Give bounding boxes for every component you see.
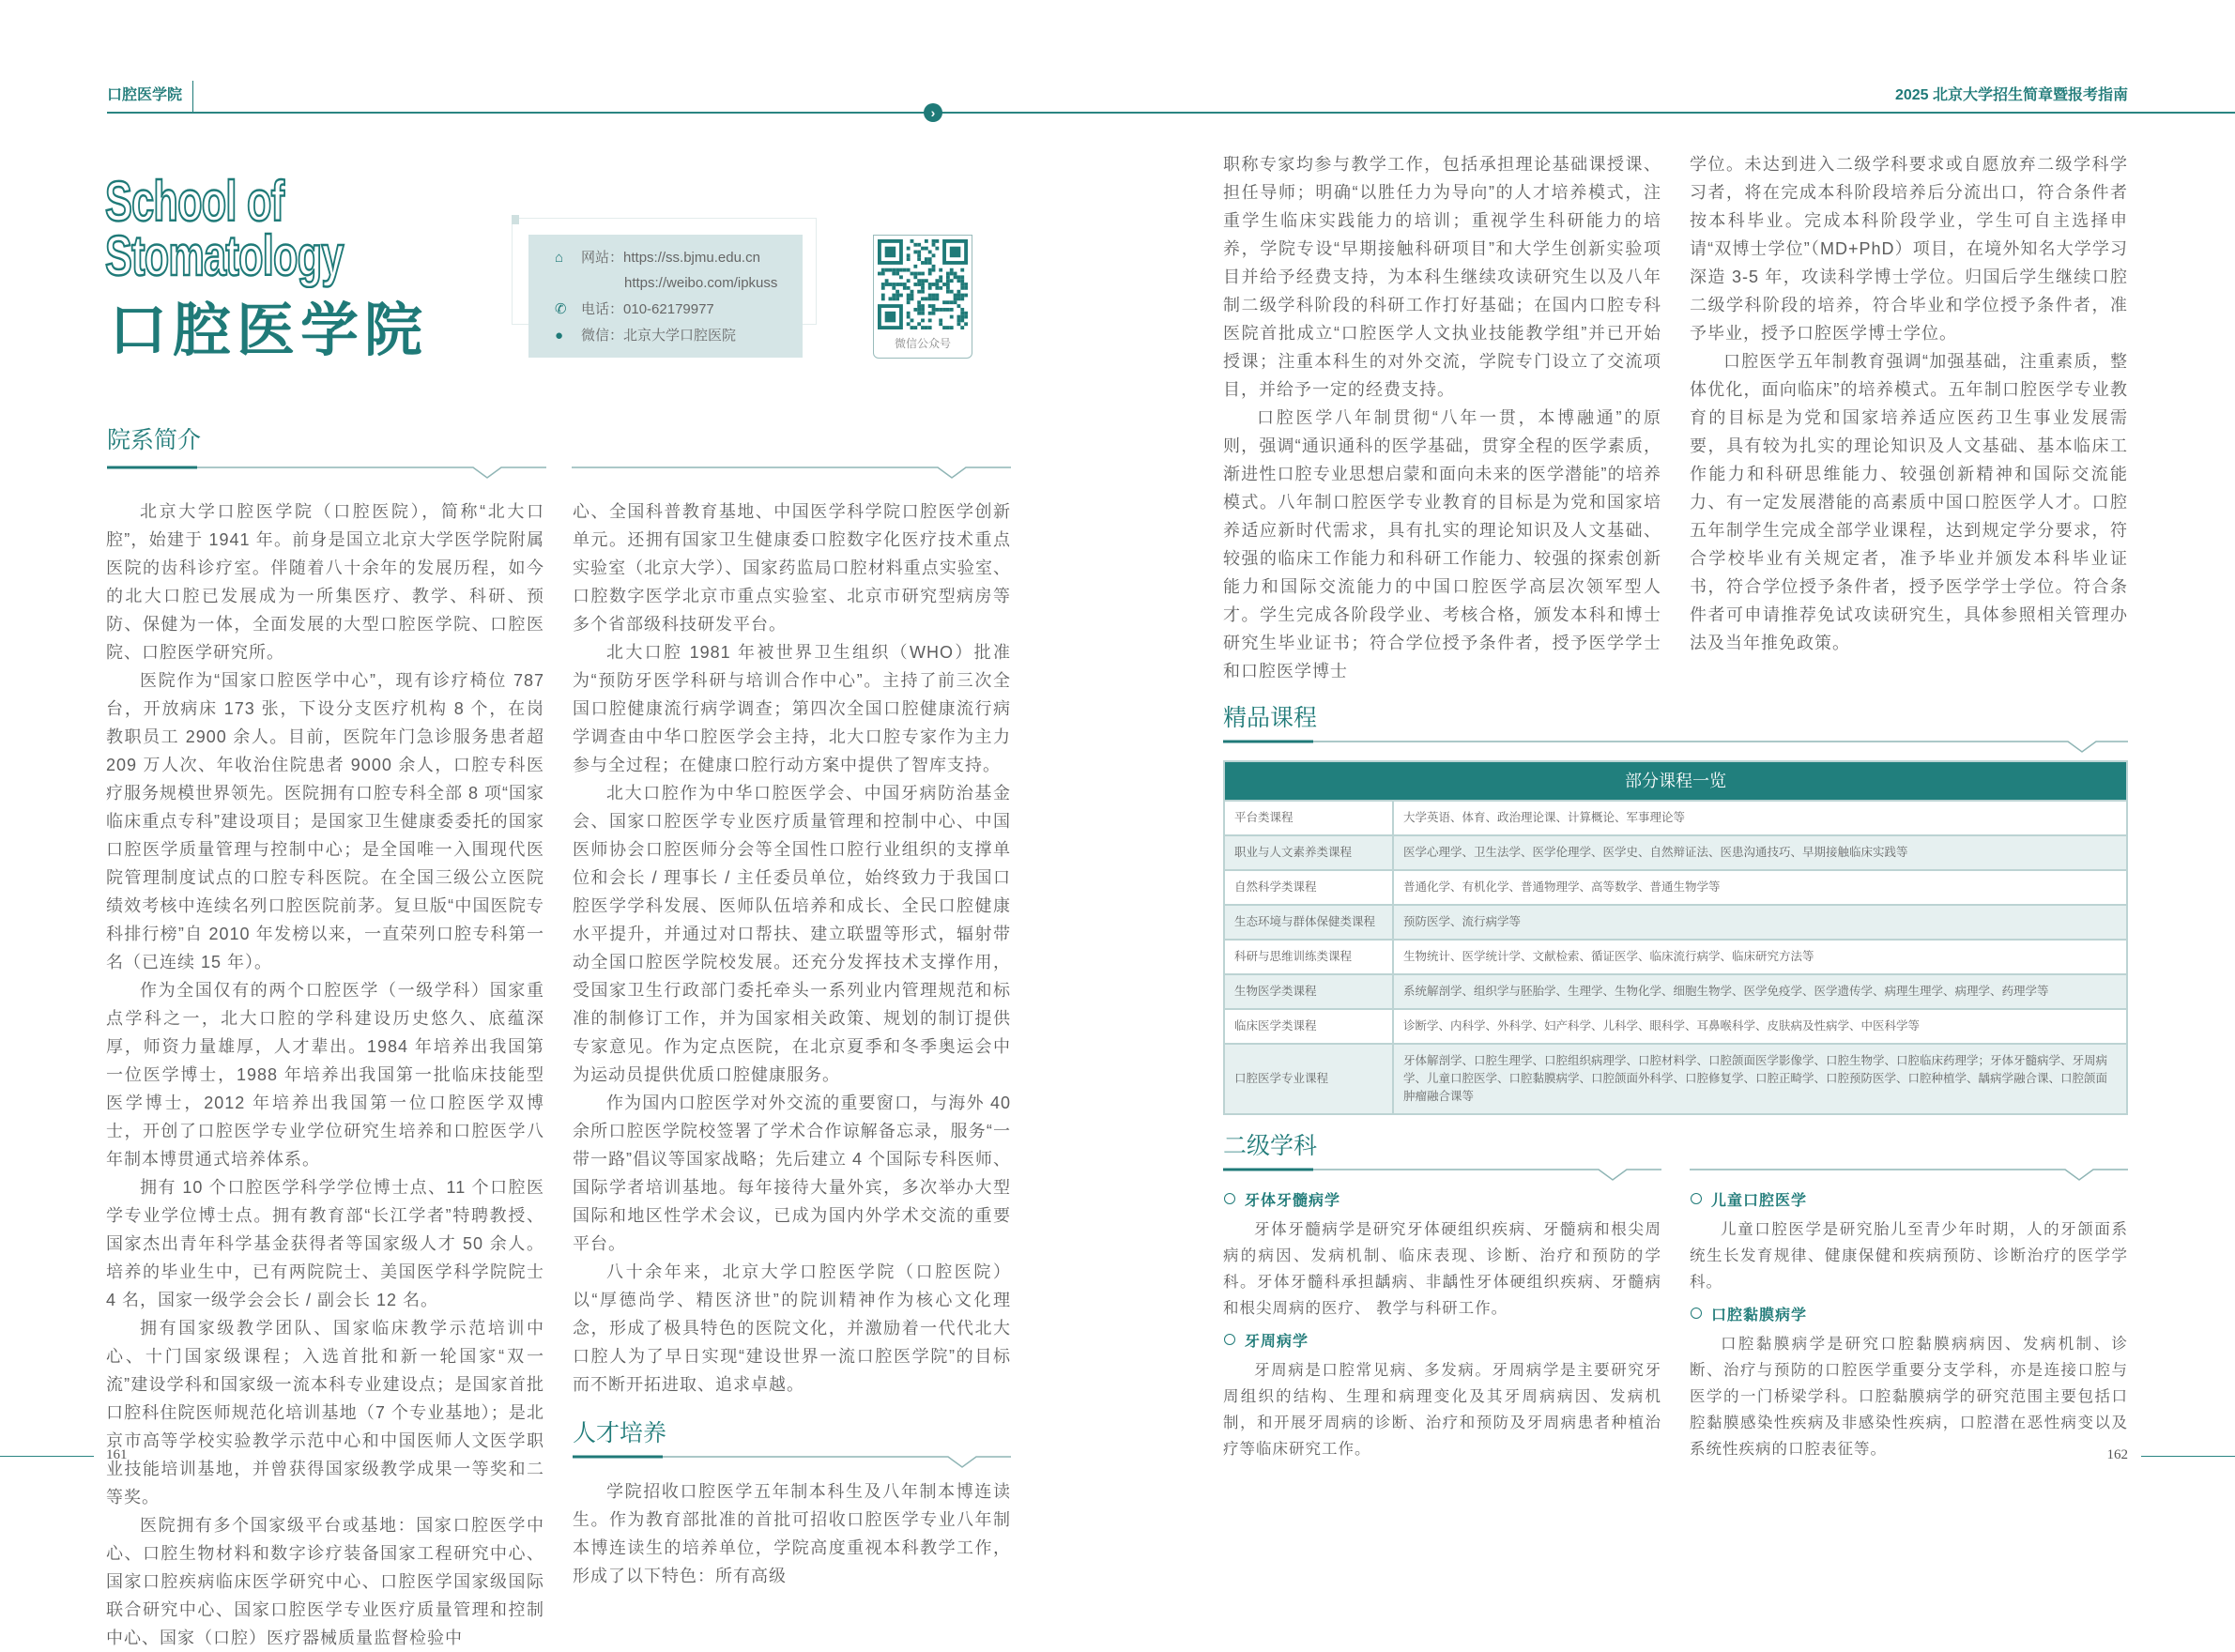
course-category: 生物医学类课程 [1224,974,1393,1009]
paragraph: 北大口腔作为中华口腔医学会、中国牙病防治基金会、国家口腔医学专业医疗质量管理和控制中心、中国医师协会口腔医师分会等全国性口腔行业组织的支撑单位和会长 / 理事长 / 主任委员单位，始终致力于我国口腔医学学科发展、医师队伍培养和成长、全民口腔健康水平提升，并通过对口帮扶、建立联盟等形式，辐射带动全国口腔医学院校发展。还充分发挥技术支撑作用，受国家卫生行政部门委托牵头一系列业内管理规范和标准的制修订工作，并为国家相关政策、规划的制订提供专家意见。作为定点医院，在北京夏季和冬季奥运会中为运动员提供优质口腔健康服务。 [573,784,1011,1084]
section-title-intro: 院系简介 [107,427,202,453]
section-underline [1690,1166,2128,1183]
paragraph: 八十余年来，北京大学口腔医学院（口腔医院）以“厚德尚学、精医济世”的院训精神作为核心文化理念，形成了极具特色的医院文化，并激励着一代代北大口腔人为了早日实现“建设世界一流口腔医学院”的目标而不断开拓进取、追求卓越。 [573,1262,1011,1394]
paragraph: 牙体牙髓病学是研究牙体硬组织疾病、牙髓病和根尖周病的病因、发病机制、临床表现、诊断、治疗和预防的学科。牙体牙髓科承担龋病、非龋性牙体硬组织疾病、牙髓病和根尖周病的医疗、 教学与科研工作。 [1223,1221,1661,1317]
page-title: 口腔医学院 [109,298,429,363]
discipline-name: 儿童口腔医学 [1711,1193,1808,1209]
paragraph: 作为国内口腔医学对外交流的重要窗口，与海外 40 余所口腔医学院校签署了学术合作谅解备忘录，服务“一带一路”倡议等国家战略；先后建立 4 个国际专科医师、国际学者培训基地。每年接待大量外宾，多次举办大型国际和地区性学术会议，已成为国内外学术交流的重要平台。 [573,1094,1012,1253]
circle-bullet-icon [1224,1334,1235,1345]
course-list: 大学英语、体育、政治理论课、计算概论、军事理论等 [1393,801,2127,835]
paragraph: 职称专家均参与教学工作，包括承担理论基础课授课、担任导师；明确“以胜任力为导向”的人才培养模式，注重学生临床实践能力的培训；重视学生科研能力的培养，学院专设“早期接触科研项目”和大学生创新实验项目并给予经费支持，为本科生继续攻读研究生以及八年制二级学科阶段的科研工作打好基础；在国内口腔专科医院首批成立“口腔医学人文执业技能教学组”并已开始授课；注重本科生的对外交流，学院专门设立了交流项目，并给予一定的经费支持。 [1223,155,1661,399]
contact-decoration-square [512,215,519,224]
paragraph: 拥有国家级教学团队、国家临床教学示范培训中心、十门国家级课程；入选首批和新一轮国家“双一流”建设学科和国家级一流本科专业建设点；是国家首批口腔科住院医师规范化培训基地（7 个专业基地）；是北京市高等学校实验教学示范中心和中国医师人文医学职业技能培训基地，并曾获得国家级教学成果一等奖和二等奖。 [106,1319,544,1507]
discipline-text [1223,1357,1661,1462]
intro-column-1 [106,497,544,1652]
english-title-line-2: Stomatology [105,224,344,287]
discipline-columns [1223,1183,2128,1472]
course-list: 普通化学、有机化学、普通物理学、高等数学、普通生物学等 [1393,870,2127,905]
qr-code-card [873,235,972,359]
section-underline [572,464,1011,481]
discipline-heading [1691,1190,2128,1213]
course-category: 口腔医学专业课程 [1224,1044,1393,1114]
wechat-account: 北京大学口腔医院 [623,328,737,344]
course-list: 诊断学、内科学、外科学、妇产科学、儿科学、眼科学、耳鼻喉科学、皮肤病及性病学、中医科学等 [1393,1009,2127,1044]
wechat-label: 微信： [581,328,624,344]
paragraph: 儿童口腔医学是研究胎儿至青少年时期，人的牙颌面系统生长发育规律、健康保健和疾病预防、诊断治疗的医学学科。 [1690,1221,2128,1291]
talent-column-3 [1223,150,1661,685]
paragraph: 作为全国仅有的两个口腔医学（一级学科）国家重点学科之一，北大口腔的学科建设历史悠久、底蕴深厚，师资力量雄厚，人才辈出。1984 年培养出我国第一位医学博士，1988 年培养出我国第一批临床技能型医学博士，2012 年培养出我国第一位口腔医学双博士，开创了口腔医学专业学位研究生培养和口腔医学八年制本博贯通式培养体系。 [106,981,544,1169]
discipline-heading [1224,1331,1661,1354]
section-title-courses: 精品课程 [1223,705,1318,731]
course-row [1224,801,2127,835]
paragraph: 口腔黏膜病学是研究口腔黏膜病病因、发病机制、诊断、治疗与预防的口腔医学重要分支学科，亦是连接口腔与医学的一门桥梁学科。口腔黏膜病学的研究范围主要包括口腔黏膜感染性疾病及非感染性疾病，口腔潜在恶性病变以及系统性疾病的口腔表征等。 [1690,1336,2128,1458]
paragraph: 拥有 10 个口腔医学科学学位博士点、11 个口腔医学专业学位博士点。拥有教育部“长江学者”特聘教授、国家杰出青年科学基金获得者等国家级人才 50 余人。培养的毕业生中，已有两院院士、美国医学科学院院士 4 名，国家一级学会会长 / 副会长 12 名。 [106,1178,544,1309]
qr-code-icon [878,239,968,329]
website-label: 网站： [581,250,624,266]
phone-icon: ✆ [555,301,567,317]
course-category: 平台类课程 [1224,801,1393,835]
page-number-left: 161 [106,1447,128,1462]
right-page-content [1223,150,2128,1472]
course-row [1224,1009,2127,1044]
course-category: 临床医学类课程 [1224,1009,1393,1044]
phone-number: 010-62179977 [623,301,714,317]
website-link-1[interactable]: https://ss.bjmu.edu.cn [623,250,760,266]
talent-column-4 [1690,150,2128,685]
discipline-text [1690,1331,2128,1462]
discipline-text [1223,1216,1661,1322]
circle-bullet-icon [1691,1308,1702,1319]
discipline-name: 牙周病学 [1245,1334,1309,1350]
discipline-heading [1224,1190,1661,1213]
course-list: 医学心理学、卫生法学、医学伦理学、医学史、自然辩证法、医患沟通技巧、早期接触临床实践等 [1393,835,2127,870]
course-category: 职业与人文素养类课程 [1224,835,1393,870]
discipline-underlines [1223,1166,2128,1183]
circle-bullet-icon [1224,1193,1235,1204]
paragraph: 北京大学口腔医学院（口腔医院），简称“北大口腔”，始建于 1941 年。前身是国立北京大学医学院附属医院的齿科诊疗室。伴随着八十余年的发展历程，如今的北大口腔已发展成为一所集医疗、教学、科研、预防、保健为一体，全面发展的大型口腔医学院、口腔医院、口腔医学研究所。 [106,502,544,662]
wechat-icon: ● [555,328,564,344]
circle-bullet-icon [1691,1193,1702,1204]
contact-box [528,235,803,358]
course-category: 自然科学类课程 [1224,870,1393,905]
running-header-section: 口腔医学院 [107,87,183,103]
section-underline [573,1453,1011,1470]
chevron-right-icon: › [924,103,942,122]
header-divider [192,81,193,113]
paragraph: 口腔医学八年制贯彻“八年一贯，本博融通”的原则，强调“通识通科的医学基础，贯穿全程的医学素质，渐进性口腔专业思想启蒙和面向未来的医学潜能”的培养模式。八年制口腔医学专业教育的目标是为党和国家培养适应新时代需求，具有扎实的理论知识及人文基础、较强的临床工作能力和科研工作能力、较强的探索创新能力和国际交流能力的中国口腔医学高层次领军型人才。学生完成各阶段学业、考核合格，颁发本科和博士研究生毕业证书；符合学位授予条件者，授予医学学士和口腔医学博士 [1223,408,1661,681]
header-rule [107,112,2235,114]
course-list: 预防医学、流行病学等 [1393,905,2127,940]
course-row [1224,835,2127,870]
section-title-disciplines: 二级学科 [1223,1133,1318,1159]
talent-columns [1223,150,2128,685]
paragraph: 医院拥有多个国家级平台或基地：国家口腔医学中心、口腔生物材料和数字诊疗装备国家工程研究中心、国家口腔疾病临床医学研究中心、口腔医学国家级国际联合研究中心、国家口腔医学专业医疗质量管理和控制中心、国家（口腔）医疗器械质量监督检验中 [106,1516,544,1647]
discipline-column-left [1223,1183,1661,1472]
course-category: 科研与思维训练类课程 [1224,940,1393,974]
section-underline [1223,738,2128,755]
course-row [1224,940,2127,974]
footer-rule-left [0,1456,94,1457]
footer-rule-right [2141,1456,2235,1457]
qr-code-label: 微信公众号 [894,337,951,350]
website-link-2[interactable]: https://weibo.com/ipkuss [624,275,778,291]
discipline-column-right [1690,1183,2128,1472]
paragraph: 学院招收口腔医学五年制本科生及八年制本博连读生。作为教育部批准的首批可招收口腔医学专业八年制本博连读生的培养单位，学院高度重视本科教学工作，形成了以下特色：所有高级 [573,1482,1011,1585]
discipline-text [1690,1216,2128,1295]
course-row [1224,905,2127,940]
paragraph: 心、全国科普教育基地、中国医学科学院口腔医学创新单元。还拥有国家卫生健康委口腔数字化医疗技术重点实验室（北京大学）、国家药监局口腔材料重点实验室、口腔数字医学北京市重点实验室、北京市研究型病房等多个省部级科技研发平台。 [573,502,1011,634]
paragraph: 口腔医学五年制教育强调“加强基础，注重素质，整体优化，面向临床”的培养模式。五年制口腔医学专业教育的目标是为党和国家培养适应医药卫生事业发展需要，具有较为扎实的理论知识及人文基础、基本临床工作能力和科研思维能力、较强创新精神和国际交流能力、有一定发展潜能的高素质中国口腔医学人才。口腔五年制学生完成全部学业课程，达到规定学分要求，符合学校毕业有关规定者，准予毕业并颁发本科毕业证书，符合学位授予条件者，授予医学学士学位。符合条件者可申请推荐免试攻读研究生，具体参照相关管理办法及当年推免政策。 [1690,352,2128,652]
running-header-publication: 2025 北京大学招生简章暨报考指南 [1894,87,2128,103]
course-row [1224,974,2127,1009]
paragraph: 学位。未达到进入二级学科要求或自愿放弃二级学科学习者，将在完成本科阶段培养后分流出口，符合条件者按本科毕业。完成本科阶段学业，学生可自主选择申请“双博士学位”（MD+PhD）项目，在境外知名大学学习深造 3-5 年，攻读科学博士学位。归国后学生继续口腔二级学科阶段的培养，符合毕业和学位授予条件者，准予毕业，授予口腔医学博士学位。 [1690,155,2128,343]
course-table [1223,760,2128,1115]
paragraph: 北大口腔 1981 年被世界卫生组织（WHO）批准为“预防牙医学科研与培训合作中心”。主持了前三次全国口腔健康流行病学调查；第四次全国口腔健康流行病学调查由中华口腔医学会主持，北大口腔专家作为主力参与全过程；在健康口腔行动方案中提供了智库支持。 [573,643,1011,774]
page-number-right: 162 [2106,1447,2128,1462]
discipline-name: 口腔黏膜病学 [1711,1308,1808,1323]
course-row [1224,870,2127,905]
discipline-heading [1691,1305,2128,1327]
course-list: 生物统计、医学统计学、文献检索、循证医学、临床流行病学、临床研究方法等 [1393,940,2127,974]
intro-column-2 [573,497,1011,1590]
phone-label: 电话： [581,301,624,317]
english-title-line-1: School of [105,170,284,233]
section-underline [1223,1166,1661,1183]
section-title-talent: 人才培养 [573,1420,667,1446]
paragraph: 医院作为“国家口腔医学中心”，现有诊疗椅位 787 台，开放病床 173 张，下设分支医疗机构 8 个，在岗教职员工 2900 余人。目前，医院年门急诊服务患者超 209 万人次、年收治住院患者 9000 余人，口腔专科医疗服务规模世界领先。医院拥有口腔专科全部 8 项“国家临床重点专科”建设项目；是国家卫生健康委委托的国家口腔医学质量管理与控制中心；是全国唯一入围现代医院管理制度试点的口腔专科医院。在全国三级公立医院绩效考核中连续名列口腔医院前茅。复旦版“中国医院专科排行榜”自 2010 年发榜以来，一直荣列口腔专科第一名（已连续 15 年）。 [106,671,545,971]
course-category: 生态环境与群体保健类课程 [1224,905,1393,940]
course-list: 系统解剖学、组织学与胚胎学、生理学、生物化学、细胞生物学、医学免疫学、医学遗传学、病理生理学、病理学、药理学等 [1393,974,2127,1009]
course-table-title: 部分课程一览 [1224,761,2127,801]
section-underline [107,464,546,481]
home-icon: ⌂ [555,250,564,266]
course-row [1224,1044,2127,1114]
discipline-name: 牙体牙髓病学 [1245,1193,1341,1209]
english-title [105,170,344,287]
paragraph: 牙周病是口腔常见病、多发病。牙周病学是主要研究牙周组织的结构、生理和病理变化及其牙周病病因、发病机制，和开展牙周病的诊断、治疗和预防及牙周病患者种植治疗等临床研究工作。 [1223,1362,1661,1458]
course-list: 牙体解剖学、口腔生理学、口腔组织病理学、口腔材料学、口腔颌面医学影像学、口腔生物学、口腔临床药理学；牙体牙髓病学、牙周病学、儿童口腔医学、口腔黏膜病学、口腔颌面外科学、口腔修复学、口腔正畸学、口腔预防医学、口腔种植学、龋病学融合课、口腔颌面肿瘤融合课等 [1393,1044,2127,1114]
